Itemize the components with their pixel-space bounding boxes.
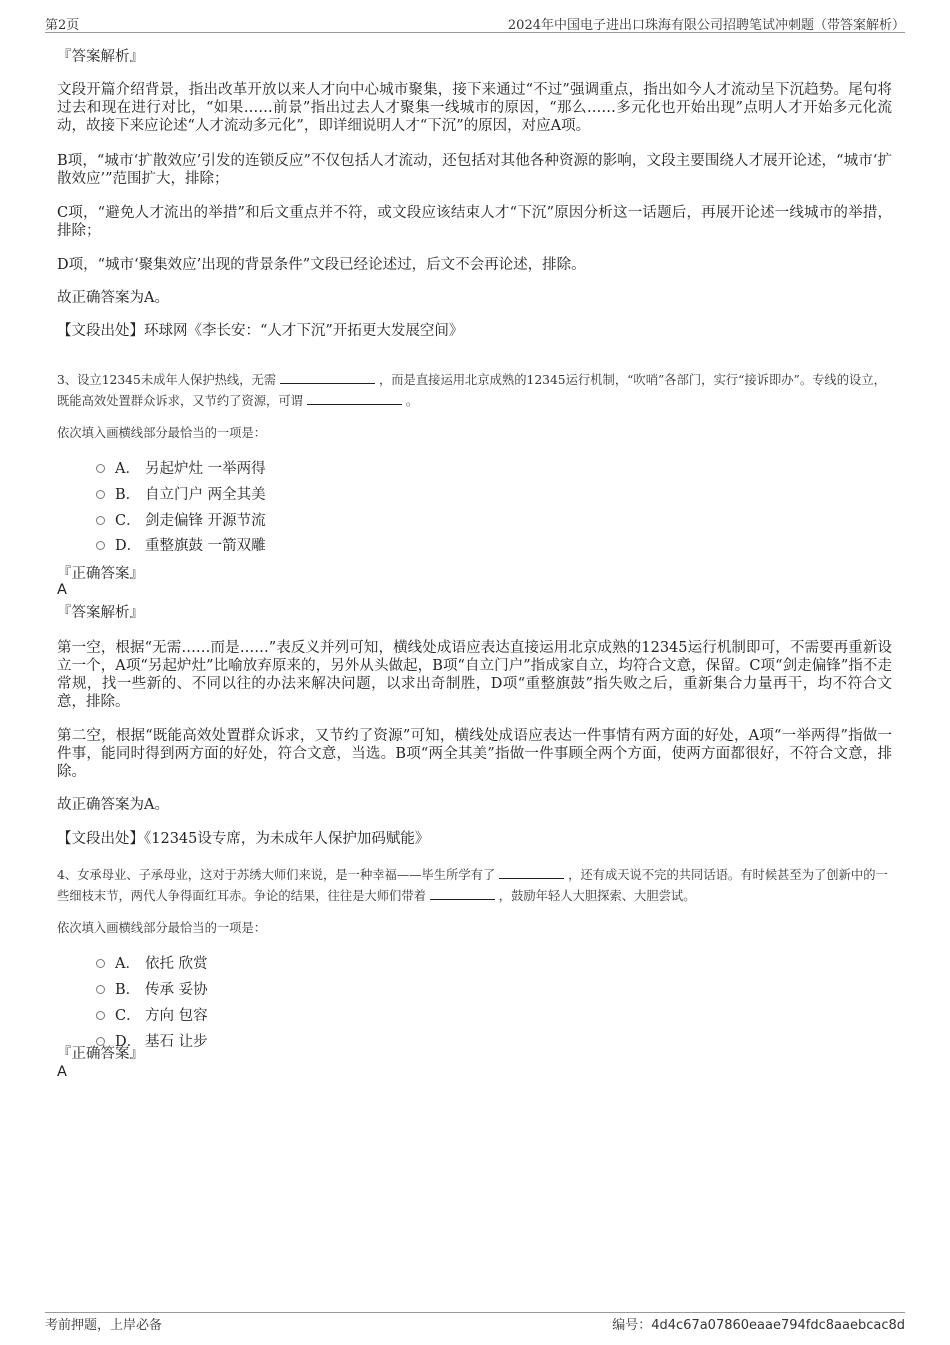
q3-option-b[interactable] (96, 484, 266, 506)
header-divider (45, 32, 905, 33)
q3-prompt: 依次填入画横线部分最恰当的一项是： (57, 426, 267, 440)
q3-option-c[interactable] (96, 510, 266, 532)
q3-stem-part1: 3、设立12345未成年人保护热线，无需 (57, 373, 277, 387)
q3-analysis-p1: 第一空，根据“无需……而是……”表反义并列可知，横线处成语应表达直接运用北京成熟的12345运行机制即可，不需要再重新设立一个，A项“另起炉灶”比喻放弃原来的，另外从头做起，B项“自立门户”指成家自立，均符合文意，保留。C项“剑走偏锋”指不走常规，找一些新的、不同以往的办法来解决问题，以求出奇制胜，D项“重整旗鼓”指失败之后，重新集合力量再干，均不符合文意，排除。 (57, 640, 892, 710)
radio-icon[interactable] (96, 985, 105, 994)
radio-icon[interactable] (96, 464, 105, 473)
q2-analysis-heading: 『答案解析』 (57, 49, 144, 65)
footer-slogan: 考前押题，上岸必备 (45, 1318, 163, 1333)
q3-correct-answer: A (57, 582, 67, 598)
q3-option-d[interactable] (96, 535, 266, 557)
q2-analysis-p4: D项，“城市‘聚集效应’出现的背景条件”文段已经论述过，后文不会再论述，排除。 (57, 257, 586, 273)
radio-icon[interactable] (96, 541, 105, 550)
radio-icon[interactable] (96, 959, 105, 968)
q4-stem (57, 864, 897, 906)
q3-stem-part2: ，而是直接运用北京成熟的12345运行机制，“吹哨”各部门，实行“接诉即办”。专线的设立，既能高效处置群众诉求，又节约了资源，可谓 (57, 373, 886, 408)
q2-analysis-p1: 文段开篇介绍背景，指出改革开放以来人才向中心城市聚集，接下来通过“不过”强调重点，指出如今人才流动呈下沉趋势。尾句将过去和现在进行对比，“如果……前景”指出过去人才聚集一线城市的原因，“那么……多元化也开始出现”点明人才开始多元化流动，故接下来应论述“人才流动多元化”，即详细说明人才“下沉”的原因，对应A项。 (57, 82, 892, 134)
option-letter: D． (115, 1034, 142, 1050)
radio-icon[interactable] (96, 490, 105, 499)
q4-stem-part1: 4、女承母业、子承母业，这对于苏绣大师们来说，是一种幸福——毕生所学有了 (57, 868, 496, 882)
q2-analysis-p3: C项，“避免人才流出的举措”和后文重点并不符，或文段应该结束人才“下沉”原因分析这一话题后，再展开论述一线城市的举措，排除； (57, 205, 892, 239)
q4-correct-heading: 『正确答案』 (57, 1046, 144, 1062)
option-letter: B． (115, 982, 141, 998)
q4-blank-1 (499, 864, 564, 879)
radio-icon[interactable] (96, 516, 105, 525)
option-text: 重整旗鼓 一箭双雕 (145, 538, 266, 554)
page-number: 第2页 (45, 18, 80, 33)
q3-analysis-p2: 第二空，根据“既能高效处置群众诉求，又节约了资源”可知，横线处成语应表达一件事情有两方面的好处，A项“一举两得”指做一件事，能同时得到两方面的好处，符合文意，当选。B项“两全其美”指做一件事顾全两个方面，使两方面都很好，不符合文意，排除。 (57, 728, 892, 780)
option-letter: C． (115, 1008, 141, 1024)
q4-option-b[interactable] (96, 979, 208, 1001)
q3-analysis-heading: 『答案解析』 (57, 605, 144, 621)
option-letter: C． (115, 513, 141, 529)
option-letter: A． (115, 956, 140, 972)
option-letter: A． (115, 461, 140, 477)
option-text: 另起炉灶 一举两得 (145, 461, 266, 477)
q3-blank-2 (307, 390, 402, 405)
code-label: 编号： (612, 1318, 652, 1333)
q3-stem-part3: 。 (405, 394, 419, 408)
q3-source: 【文段出处】《12345设专席，为未成年人保护加码赋能》 (57, 831, 430, 847)
q4-blank-2 (430, 885, 495, 900)
q4-prompt: 依次填入画横线部分最恰当的一项是： (57, 921, 267, 935)
document-title: 2024年中国电子进出口珠海有限公司招聘笔试冲刺题（带答案解析） (507, 18, 905, 33)
code-value: 4d4c67a07860eaae794fdc8aaebcac8d (651, 1318, 905, 1333)
footer-divider (45, 1312, 905, 1313)
option-text: 依托 欣赏 (145, 956, 208, 972)
option-letter: D． (115, 538, 142, 554)
option-text: 自立门户 两全其美 (145, 487, 266, 503)
radio-icon[interactable] (96, 1011, 105, 1020)
q3-correct-heading: 『正确答案』 (57, 566, 144, 582)
q4-stem-part2: ，还有成天说不完的共同话语。有时候甚至为了创新中的一些细枝末节，两代人争得面红耳赤。争论的结果，往往是大师们带着 (57, 868, 888, 903)
q4-option-c[interactable] (96, 1005, 208, 1027)
option-text: 方向 包容 (145, 1008, 208, 1024)
option-text: 剑走偏锋 开源节流 (145, 513, 266, 529)
q2-analysis-p2: B项，“城市‘扩散效应’引发的连锁反应”不仅包括人才流动，还包括对其他各种资源的影响，文段主要围绕人才展开论述，“城市‘扩散效应’”范围扩大，排除； (57, 153, 892, 187)
q4-correct-answer: A (57, 1064, 67, 1080)
option-letter: B． (115, 487, 141, 503)
q3-stem (57, 369, 897, 411)
option-text: 传承 妥协 (145, 982, 208, 998)
document-code (612, 1314, 905, 1333)
q4-stem-part3: ，鼓励年轻人大胆探索、大胆尝试。 (498, 889, 696, 903)
q2-conclusion: 故正确答案为A。 (57, 290, 169, 306)
q3-blank-1 (280, 369, 375, 384)
option-text: 基石 让步 (145, 1034, 208, 1050)
q4-option-a[interactable] (96, 953, 208, 975)
q3-conclusion: 故正确答案为A。 (57, 797, 169, 813)
q3-option-a[interactable] (96, 458, 266, 480)
q2-source: 【文段出处】环球网《李长安：“人才下沉”开拓更大发展空间》 (57, 323, 464, 339)
